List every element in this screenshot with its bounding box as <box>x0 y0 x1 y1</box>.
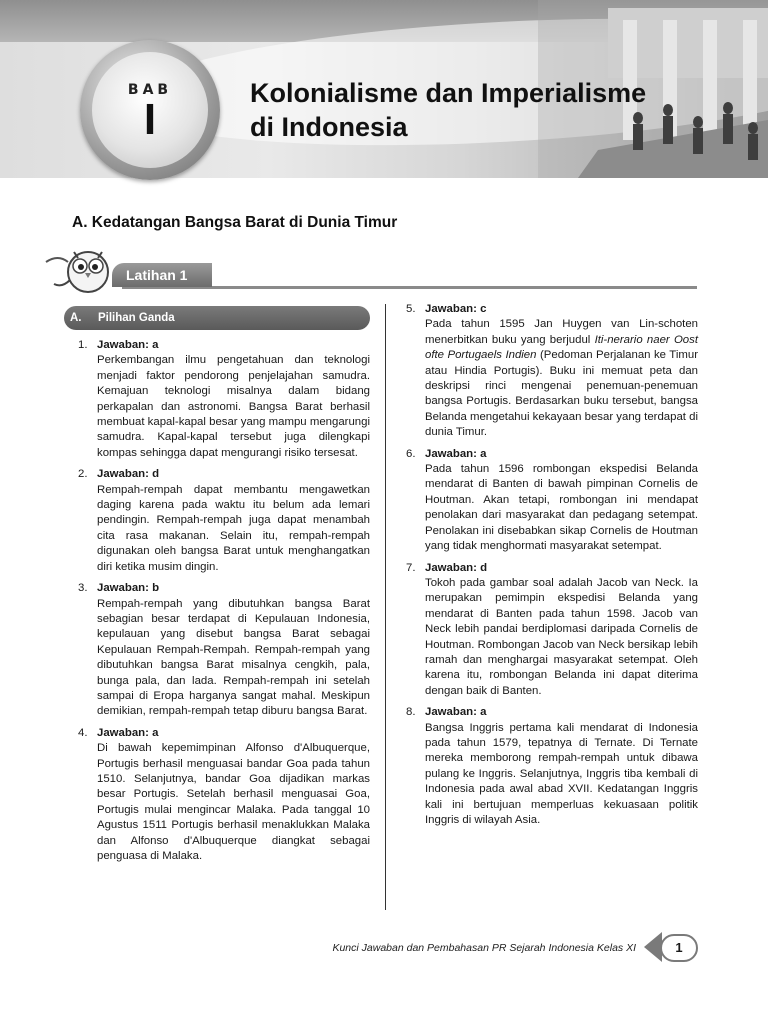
answer-item <box>64 726 370 865</box>
right-column <box>402 302 698 834</box>
item-answer: Jawaban: a <box>425 706 487 719</box>
bab-label: BAB <box>127 82 173 98</box>
item-number: 7. <box>406 561 416 574</box>
answer-item <box>64 338 370 461</box>
latihan-tab: Latihan 1 <box>112 263 212 287</box>
column-divider <box>385 304 386 910</box>
pilihan-ganda-label: Pilihan Ganda <box>98 312 175 324</box>
item-explanation: Pada tahun 1596 rombongan ekspedisi Belanda mendarat di Banten di bawah pimpinan Cornelis de Houtman. Akan tetapi, rombongan ini mendapat penolakan dari masyarakat dan pedagang setempat. Penolakan ini disebabkan sikap Cornelis de Houtman yang tidak menghormati masyarakat setempat. <box>425 463 698 553</box>
item-text-part-a: Pada tahun 1595 Jan Huygen van Lin-schoten menerbitkan buku yang berjudul <box>425 318 698 346</box>
answer-item <box>402 302 698 441</box>
pilihan-ganda-bar <box>64 306 370 330</box>
item-number: 1. <box>78 339 88 351</box>
item-number: 8. <box>406 706 416 719</box>
chapter-title-line2: di Indonesia <box>250 112 408 142</box>
item-explanation: Di bawah kepemimpinan Alfonso d'Albuquerque, Portugis berhasil menguasai bandar Goa pada tahun 1510. Selanjutnya, bandar Goa dijadikan markas besar Portugis. Setelah berhasil menguasai Goa, Portugis mulai mengincar Malaka. Pada tanggal 10 Agustus 1511 Portugis berhasil menaklukkan Malaka dan Alfonso d'Albuquerque diangkat sebagai penguasa di Malaka. <box>97 742 370 862</box>
book-title-italic: Iti-nerario naer Oost ofte Portugaels Indien <box>425 333 698 362</box>
answer-item <box>64 581 370 720</box>
answer-item <box>402 561 698 700</box>
item-number: 6. <box>406 447 416 460</box>
item-number: 5. <box>406 303 416 315</box>
section-heading: A. Kedatangan Bangsa Barat di Dunia Timur <box>72 214 398 231</box>
item-answer: Jawaban: c <box>425 303 487 315</box>
left-column <box>64 306 370 870</box>
answer-item <box>64 467 370 575</box>
item-explanation: Perkembangan ilmu pengetahuan dan teknologi menjadi faktor pendorong penjelajahan samudra. Kemajuan teknologi misalnya dalam bidang perkapalan dan astronomi. Bangsa Barat berhasil membuat kapal-kapal besar yang mampu mengarungi samudra. Kapal-kapal tersebut juga dilengkapi kompas sehingga dapat mengurangi risiko tersesat. <box>97 354 370 459</box>
item-explanation: Rempah-rempah dapat membantu mengawetkan daging karena pada waktu itu belum ada lemari pendingin. Rempah-rempah juga dapat menambah cita rasa makanan. Selain itu, rempah-rempah digunakan oleh bangsa Barat untuk menghangatkan diri ketika musim dingin. <box>97 483 370 573</box>
item-explanation: Bangsa Inggris pertama kali mendarat di Indonesia pada tahun 1579, tepatnya di Ternate. Di Ternate mereka memborong rempah-rempah untuk dibawa pulang ke Inggris. Selanjutnya, Inggris tiba kembali di Indonesia pada awal abad XVII. Kedatangan Inggris kali ini bertujuan memperluas kekuasaan politik Inggris di wilayah Asia. <box>425 721 698 826</box>
item-explanation: Tokoh pada gambar soal adalah Jacob van Neck. Ia merupakan pemimpin ekspedisi Belanda yang mendarat di Banten pada tahun 1598. Jacob van Neck lebih pandai berdiplomasi daripada Cornelis de Houtman. Rombongan Jacob van Neck bersikap lebih ramah dan menghargai masyarakat setempat. Oleh karena itu, rombongan Belanda ini dapat diterima dengan baik di Banten. <box>425 576 698 697</box>
item-answer: Jawaban: a <box>425 447 487 460</box>
item-explanation: Rempah-rempah yang dibutuhkan bangsa Barat sebagian besar terdapat di Kepulauan Indonesia, kepulauan yang disebut bangsa Barat sebagai Kepulauan Rempah-Rempah. Rempah-rempah yang dibutuhkan bangsa Barat misalnya cengkih, pala, bunga pala, dan lada. Rempah-rempah ini setelah sampai di Eropa harganya sangat mahal. Meskipun demikian, rempah-rempah tetap diburu bangsa Barat. <box>97 597 370 718</box>
item-answer: Jawaban: a <box>97 339 159 351</box>
owl-mascot-icon <box>44 240 124 296</box>
item-explanation <box>425 317 698 440</box>
item-answer: Jawaban: d <box>97 468 160 481</box>
chapter-title-line1: Kolonialisme dan Imperialisme <box>250 78 647 108</box>
item-answer: Jawaban: a <box>97 726 159 739</box>
item-number: 3. <box>78 582 88 595</box>
item-text-part-b: (Pedoman Perjalanan ke Timur atau Hindia Portugis). Buku ini memuat peta dan deskripsi rinci mengenai penemuan-penemuan bangsa Portugis. Berdasarkan buku tersebut, bangsa Belanda mengetahui kekayaan besar yang terdapat di dunia Timur. <box>425 349 698 439</box>
page-number: 1 <box>660 934 698 962</box>
footer-book-title: Kunci Jawaban dan Pembahasan PR Sejarah Indonesia Kelas XI <box>332 942 636 954</box>
item-answer: Jawaban: d <box>425 561 488 574</box>
answer-item <box>402 705 698 828</box>
item-number: 4. <box>78 726 88 739</box>
answer-item <box>402 447 698 555</box>
chapter-title <box>250 76 690 144</box>
item-number: 2. <box>78 468 88 481</box>
pilihan-ganda-letter: A. <box>70 312 82 324</box>
bab-number: I <box>143 95 157 144</box>
item-answer: Jawaban: b <box>97 582 160 595</box>
